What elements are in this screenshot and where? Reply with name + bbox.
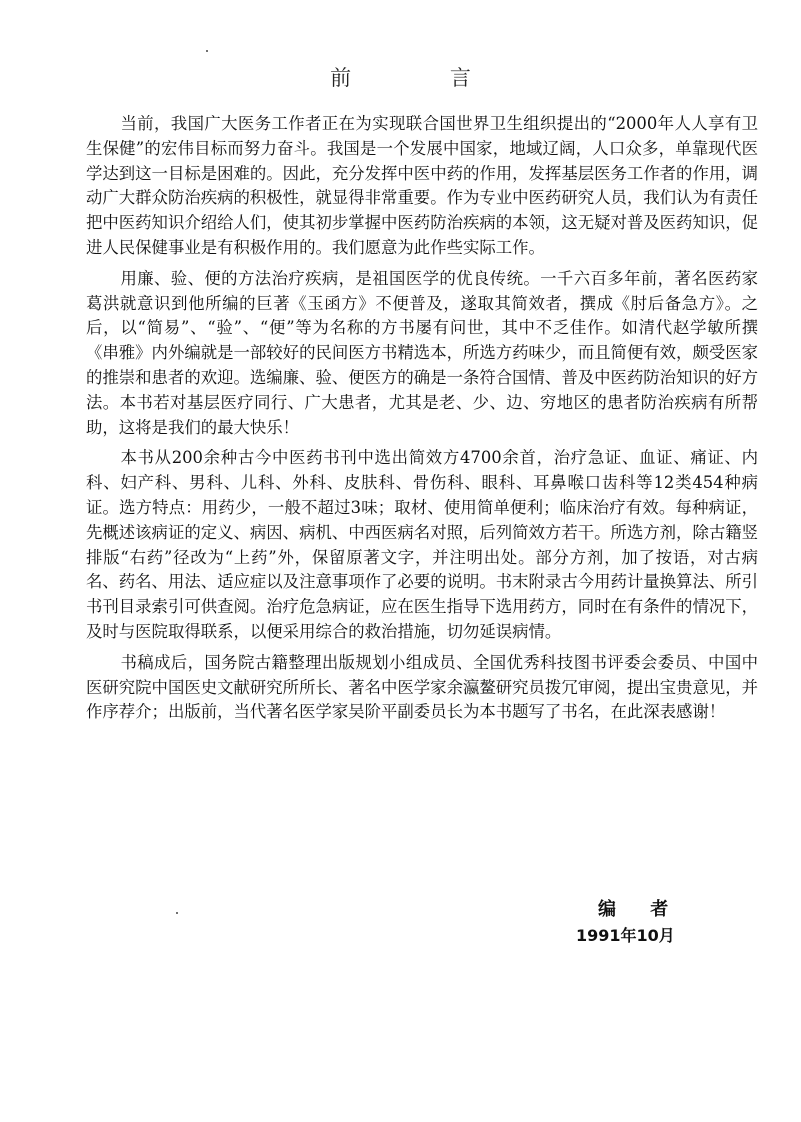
page-title: 前 言 <box>330 66 517 90</box>
scan-speck <box>206 50 208 52</box>
paragraph-2: 用廉、验、便的方法治疗疾病，是祖国医学的优良传统。一千六百多年前，著名医药家葛洪就意识到他所编的巨著《玉函方》不便普及，遂取其简效者，撰成《肘后备急方》。之后，以“简易”、“验”、“便”等为名称的方书屡有问世，其中不乏佳作。如清代赵学敏所撰《串雅》内外编就是一部较好的民间医方书精选本，所选方药味少，而且简便有效，颇受医家的推崇和患者的欢迎。选编廉、验、便医方的确是一条符合国情、普及中医药防治知识的好方法。本书若对基层医疗同行、广大患者，尤其是老、少、边、穷地区的患者防治疾病有所帮助，这将是我们的最大快乐！ <box>86 268 759 437</box>
signature-block <box>576 898 706 948</box>
paragraph-4: 书稿成后，国务院古籍整理出版规划小组成员、全国优秀科技图书评委会委员、中国中医研究院中国医史文献研究所所长、著名中医学家余瀛鳌研究员拨冗审阅，提出宝贵意见，并作序荐介；出版前，当代著名医学家吴阶平副委员长为本书题写了书名，在此深表感谢！ <box>86 652 759 722</box>
body-text <box>86 112 758 731</box>
paragraph-1: 当前，我国广大医务工作者正在为实现联合国世界卫生组织提出的“2000年人人享有卫生保健”的宏伟目标而努力奋斗。我国是一个发展中国家，地域辽阔，人口众多，单靠现代医学达到这一目标是困难的。因此，充分发挥中医中药的作用，发挥基层医务工作者的作用，调动广大群众防治疾病的积极性，就显得非常重要。作为专业中医药研究人员，我们认为有责任把中医药知识介绍给人们，使其初步掌握中医药防治疾病的本领，这无疑对普及医药知识，促进人民保健事业是有积极作用的。我们愿意为此作些实际工作。 <box>86 114 759 257</box>
paragraph-3: 本书从200余种古今中医药书刊中选出简效方4700余首，治疗急证、血证、痛证、内科、妇产科、男科、儿科、外科、皮肤科、骨伤科、眼科、耳鼻喉口齿科等12类454种病证。选方特点：用药少，一般不超过3味；取材、使用简单便利；临床治疗有效。每种病证，先概述该病证的定义、病因、病机、中西医病名对照，后列简效方若干。所选方剂，除古籍竖排版“右药”径改为“上药”外，保留原著文字，并注明出处。部分方剂，加了按语，对古病名、药名、用法、适应症以及注意事项作了必要的说明。书末附录古今用药计量换算法、所引书刊目录索引可供查阅。治疗危急病证，应在医生指导下选用药方，同时在有条件的情况下，及时与医院取得联系，以便采用综合的救治措施，切勿延误病情。 <box>86 448 759 641</box>
scan-speck <box>176 912 178 914</box>
signature-author: 编 者 <box>598 899 683 920</box>
signature-date: 1991年10月 <box>576 926 675 945</box>
